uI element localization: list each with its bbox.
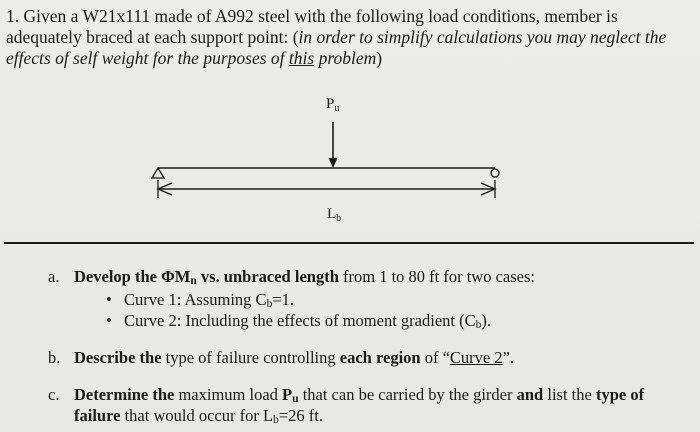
load-subscript: u bbox=[292, 393, 299, 405]
pin-support bbox=[152, 168, 164, 178]
curve-list bbox=[106, 289, 688, 331]
part-c-text-4: that would occur for L bbox=[120, 406, 274, 425]
part-a bbox=[48, 266, 688, 331]
part-c-letter: c. bbox=[48, 385, 60, 404]
list-item bbox=[106, 289, 688, 310]
length-subscript: b bbox=[273, 414, 279, 426]
load-arrowhead bbox=[329, 158, 338, 168]
part-c bbox=[48, 384, 688, 426]
part-b bbox=[48, 347, 688, 368]
part-a-text: from 1 to 80 ft for two cases: bbox=[338, 267, 535, 286]
part-c-text-5: =26 ft. bbox=[278, 406, 323, 425]
curve-1-value: =1. bbox=[272, 290, 295, 309]
part-c-text: maximum load bbox=[178, 385, 283, 404]
question-close-paren: ) bbox=[376, 48, 383, 68]
load-symbol: P bbox=[282, 385, 293, 404]
part-a-text-bold: Develop the bbox=[74, 267, 162, 286]
moment-subscript: n bbox=[190, 275, 197, 287]
part-b-text-bold-2: each region bbox=[339, 348, 421, 367]
part-a-letter: a. bbox=[48, 267, 60, 286]
curve-2-subscript: b bbox=[475, 319, 482, 331]
question-intro: Given a W21x111 made of A992 steel with the following load conditions, member is adequately braced at each support point: ( bbox=[6, 6, 618, 47]
question-note-emphasis: this bbox=[288, 48, 315, 68]
part-c-text-2: that can be carried by the girder bbox=[298, 385, 517, 404]
question-parts bbox=[48, 266, 688, 426]
curve-1-text: Curve 1: Assuming C bbox=[124, 290, 267, 309]
moment-symbol: M bbox=[174, 267, 191, 286]
bullet-icon: • bbox=[106, 311, 112, 330]
question-statement bbox=[6, 6, 694, 69]
part-c-text-bold: Determine the bbox=[74, 385, 179, 404]
beam-diagram bbox=[0, 88, 700, 238]
part-b-text-2: of “ bbox=[420, 348, 450, 367]
roller-support bbox=[491, 169, 499, 177]
curve-2-text: Curve 2: Including the effects of moment gradient (C bbox=[124, 311, 476, 330]
part-c-text-bold-3: type of failure bbox=[74, 385, 645, 425]
load-label: $P_u$ bbox=[326, 96, 340, 114]
part-a-text-bold-2: vs. unbraced length bbox=[196, 267, 339, 286]
part-c-text-3: list the bbox=[543, 385, 596, 404]
part-b-text: type of failure controlling bbox=[165, 348, 340, 367]
list-item bbox=[106, 310, 688, 331]
part-b-underlined: Curve 2 bbox=[449, 348, 503, 367]
part-b-text-bold: Describe the bbox=[74, 348, 166, 367]
part-c-text-bold-2: and bbox=[516, 385, 544, 404]
section-divider bbox=[4, 242, 694, 244]
curve-2-end: ). bbox=[481, 311, 492, 330]
question-note-end: problem bbox=[314, 48, 377, 68]
question-note: in order to simplify calculations you may neglect the effects of self weight for the purposes of bbox=[6, 27, 667, 68]
part-b-letter: b. bbox=[48, 348, 61, 367]
length-label: $L_b$ bbox=[327, 206, 342, 224]
curve-1-subscript: b bbox=[266, 298, 273, 310]
part-b-text-3: ”. bbox=[502, 348, 515, 367]
phi-symbol: Φ bbox=[161, 267, 175, 286]
bullet-icon: • bbox=[106, 290, 112, 309]
question-number: 1. bbox=[6, 6, 20, 26]
